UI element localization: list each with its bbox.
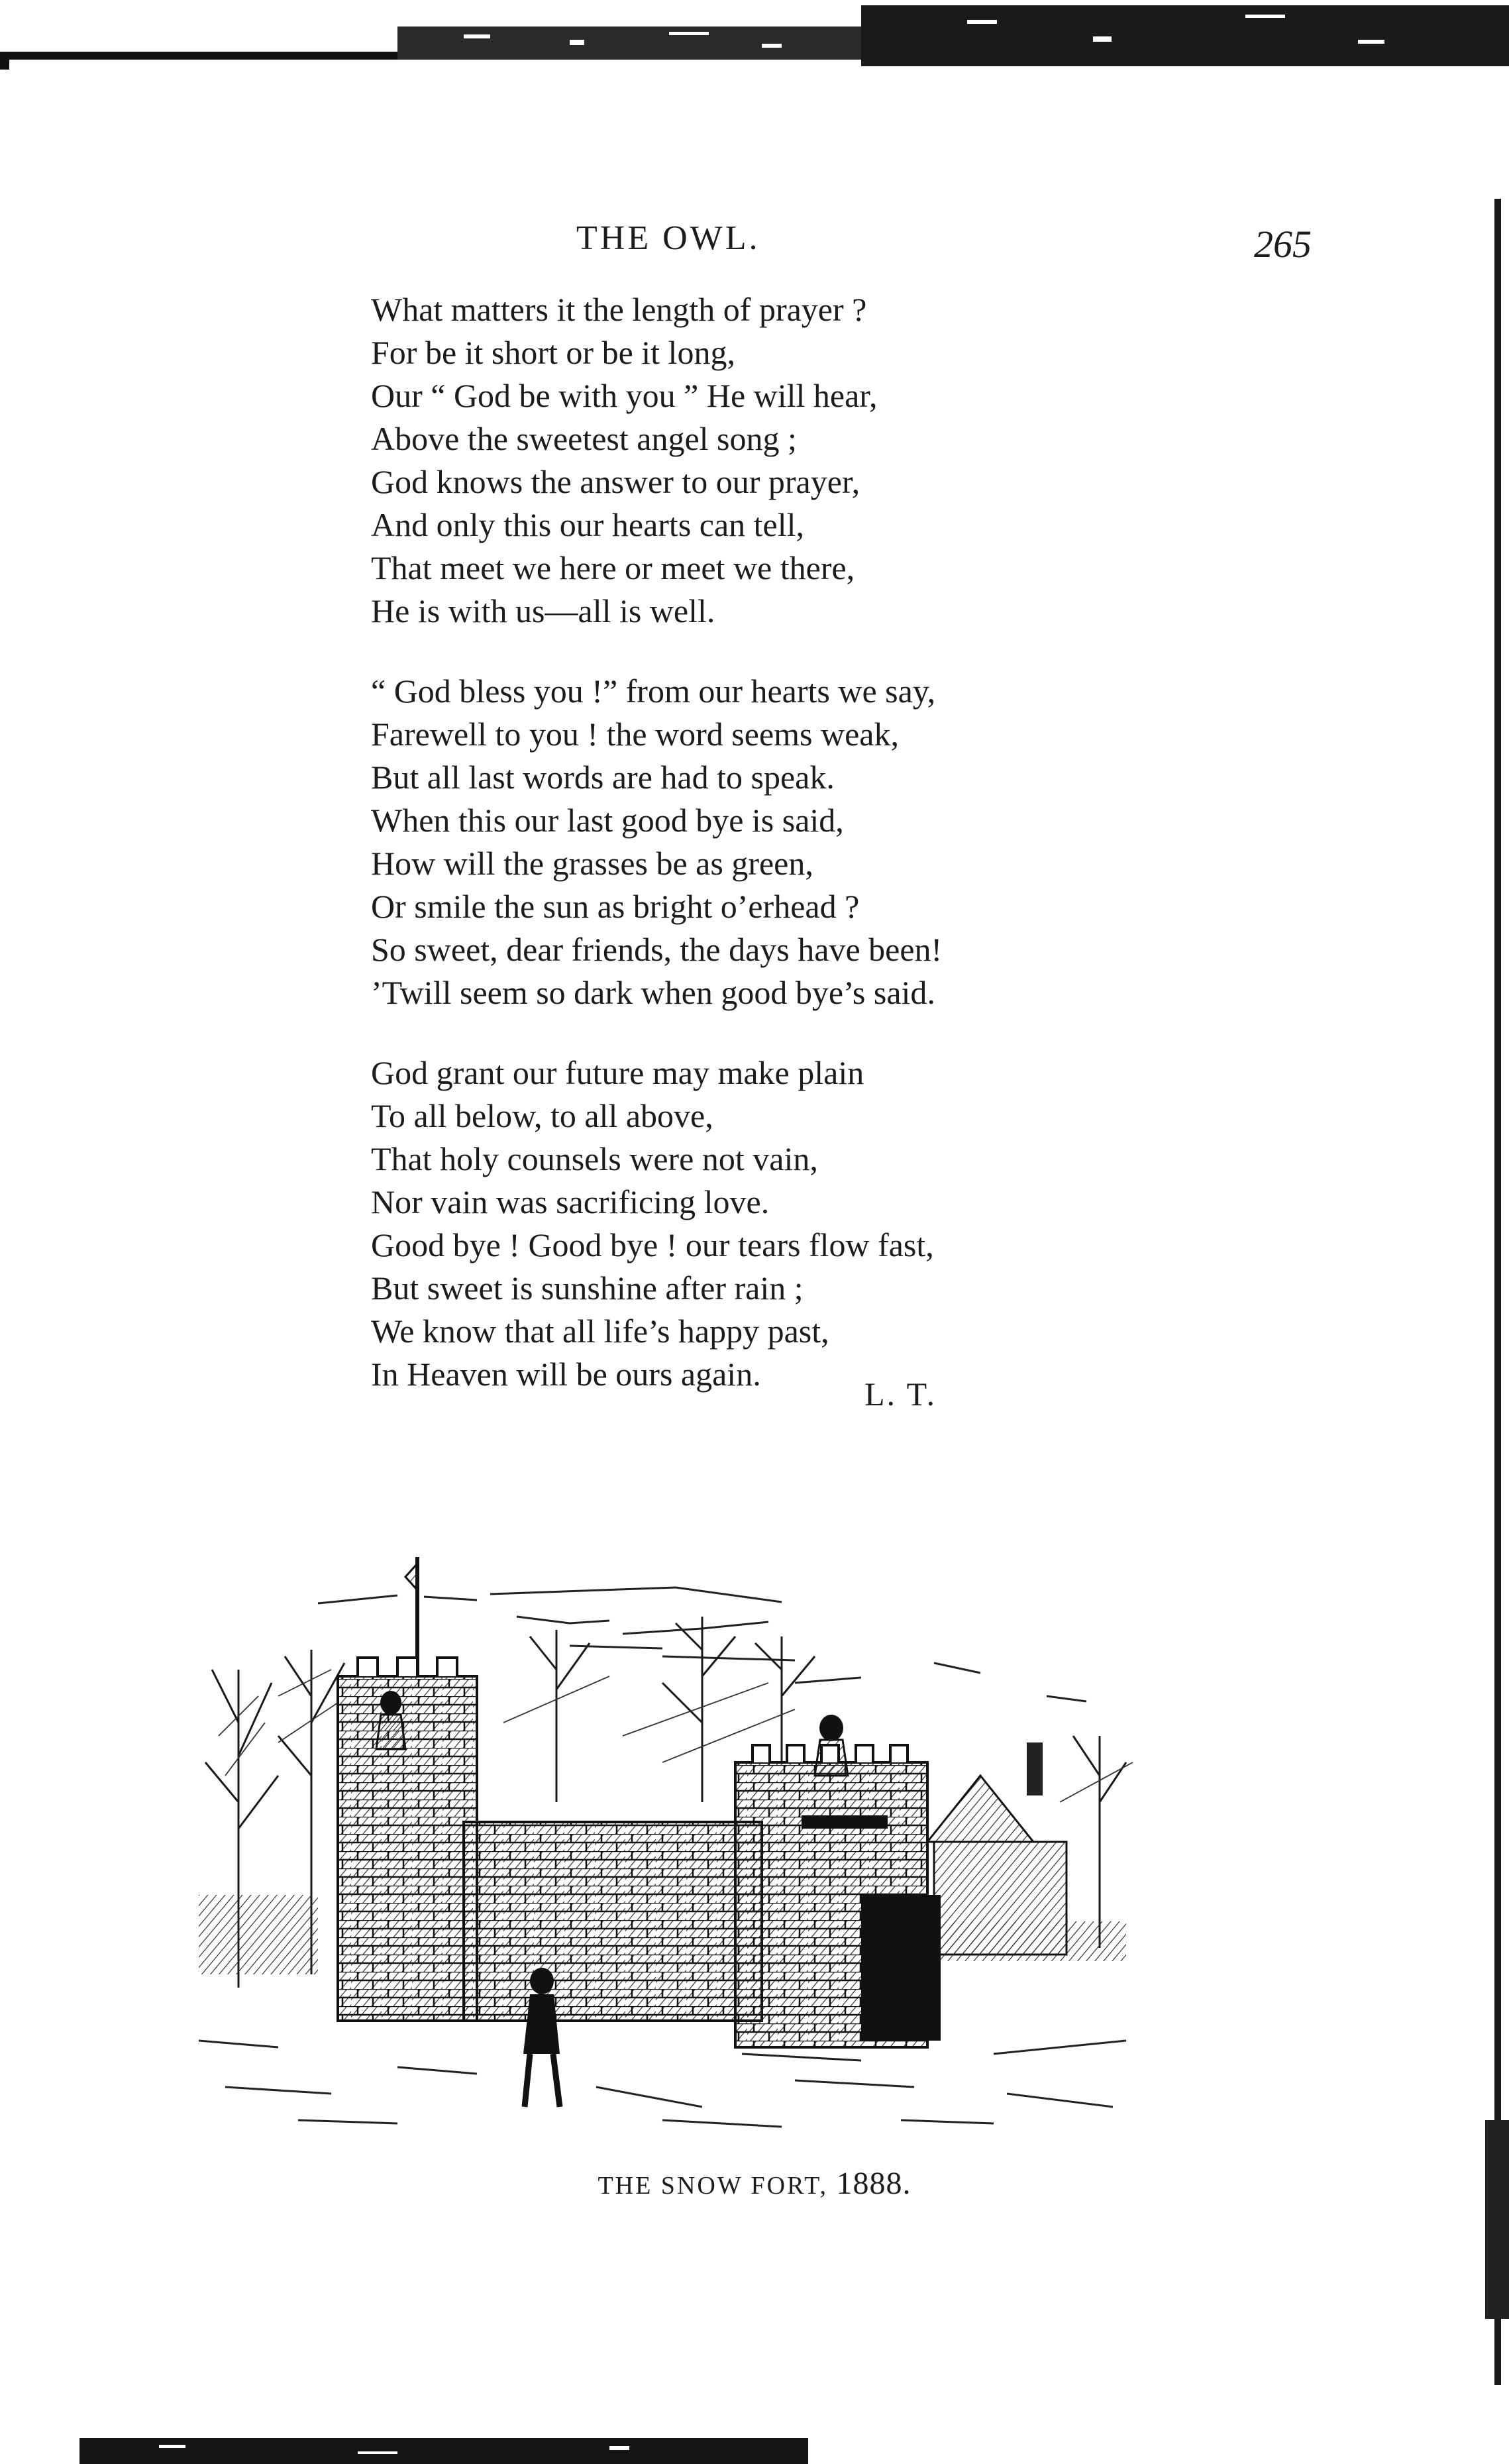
poem-line: Above the sweetest angel song ; xyxy=(371,420,797,457)
poem-line: For be it short or be it long, xyxy=(371,334,735,371)
poem-line: But sweet is sunshine after rain ; xyxy=(371,1269,804,1307)
poem-line: God grant our future may make plain xyxy=(371,1054,864,1091)
poem-line: Good bye ! Good bye ! our tears flow fast, xyxy=(371,1226,934,1263)
poem xyxy=(371,288,1113,1433)
poem-line: How will the grasses be as green, xyxy=(371,845,813,882)
poem-line: Nor vain was sacrificing love. xyxy=(371,1183,770,1220)
poem-line: Or smile the sun as bright o’erhead ? xyxy=(371,888,860,925)
scan-border-bottom xyxy=(79,2438,808,2464)
poem-line: Our “ God be with you ” He will hear, xyxy=(371,377,878,414)
poem-line: So sweet, dear friends, the days have been! xyxy=(371,931,943,968)
poem-line: We know that all life’s happy past, xyxy=(371,1312,829,1350)
poem-signature: L. T. xyxy=(864,1375,937,1413)
poem-line: God knows the answer to our prayer, xyxy=(371,463,860,500)
caption-text: THE SNOW FORT, xyxy=(598,2172,829,2200)
scan-border-top xyxy=(0,0,1509,70)
scan-border-right xyxy=(1485,199,1509,2385)
poem-line: But all last words are had to speak. xyxy=(371,759,835,796)
caption-year: 1888. xyxy=(836,2166,911,2201)
poem-line: In Heaven will be ours again. xyxy=(371,1356,761,1393)
poem-line: Farewell to you ! the word seems weak, xyxy=(371,716,899,753)
poem-line: He is with us—all is well. xyxy=(371,592,715,629)
stanza-2 xyxy=(371,670,1113,1014)
illustration-caption xyxy=(0,2165,1509,2202)
poem-line: “ God bless you !” from our hearts we say, xyxy=(371,672,936,710)
stanza-3 xyxy=(371,1051,1113,1396)
poem-line: That holy counsels were not vain, xyxy=(371,1140,818,1177)
stanza-1 xyxy=(371,288,1113,633)
poem-line: To all below, to all above, xyxy=(371,1097,713,1134)
poem-line: And only this our hearts can tell, xyxy=(371,506,805,543)
page-number: 265 xyxy=(1254,223,1312,266)
snow-fort-illustration xyxy=(199,1524,1139,2153)
running-head: THE OWL. xyxy=(576,219,760,257)
poem-line: What matters it the length of prayer ? xyxy=(371,291,867,328)
poem-line: When this our last good bye is said, xyxy=(371,802,844,839)
poem-line: That meet we here or meet we there, xyxy=(371,549,855,586)
poem-line: ’Twill seem so dark when good bye’s said. xyxy=(371,974,935,1011)
